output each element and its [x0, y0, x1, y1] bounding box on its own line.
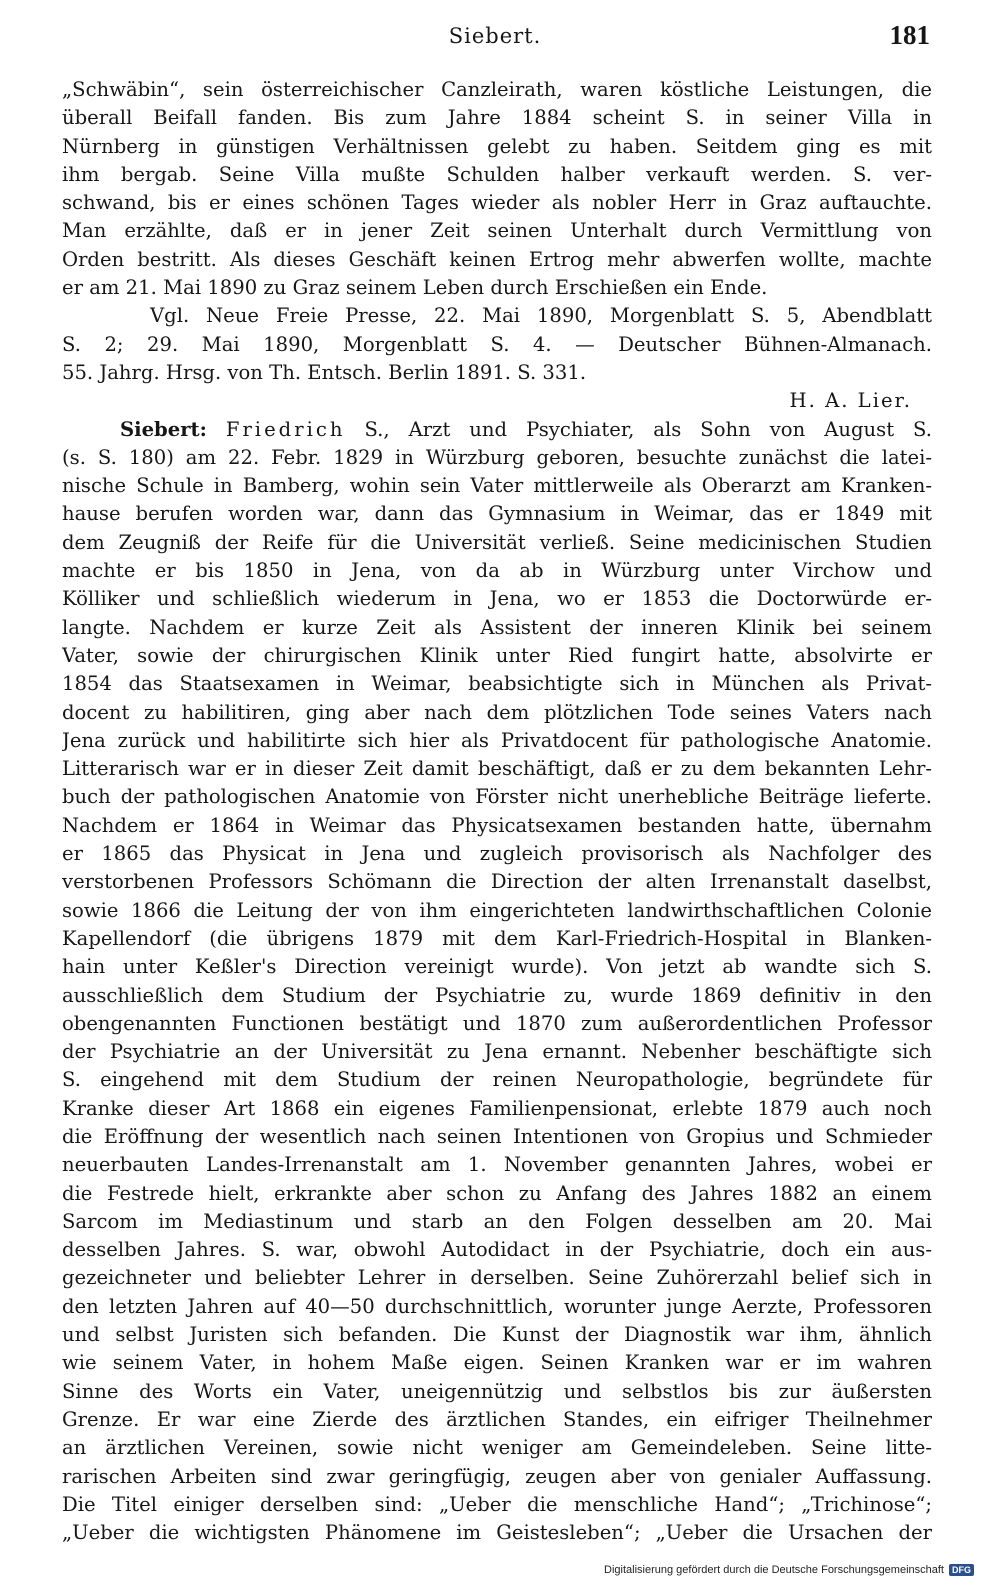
text-line: den letzten Jahren auf 40—50 durchschnittlich, worunter junge Aerzte, Professoren	[62, 1294, 932, 1318]
text-line: „Ueber die wichtigsten Phänomene im Geistesleben“; „Ueber die Ursachen der	[62, 1521, 932, 1545]
text-line: die Eröffnung der wesentlich nach seinen Intentionen von Gropius und Schmieder	[62, 1124, 932, 1148]
text-line: obengenannten Functionen bestätigt und 1870 zum außerordentlichen Professor	[62, 1011, 932, 1035]
text-line: ausschließlich dem Studium der Psychiatrie zu, wurde 1869 definitiv in den	[62, 983, 932, 1007]
text-line: er am 21. Mai 1890 zu Graz seinem Leben durch Erschießen ein Ende.	[62, 276, 768, 300]
text-line: rarischen Arbeiten sind zwar geringfügig, zeugen aber von genialer Auffassung.	[62, 1464, 932, 1488]
running-head-title: Siebert.	[448, 24, 542, 48]
text-line: Grenze. Er war eine Zierde des ärztlichen Standes, ein eifriger Theilnehmer	[62, 1407, 932, 1431]
text-line: wie seinem Vater, in hohem Maße eigen. Seinen Kranken war er im wahren	[62, 1351, 932, 1375]
text-line: er 1865 das Physicat in Jena und zugleich provisorisch als Nachfolger des	[62, 842, 932, 866]
text-line: sowie 1866 die Leitung der von ihm eingerichteten landwirthschaftlichen Colonie	[62, 898, 932, 922]
text-line: „Schwäbin“, sein österreichischer Canzleirath, waren köstliche Leistungen, die	[62, 78, 932, 101]
text-line: Vater, sowie der chirurgischen Klinik unter Ried fungirt hatte, absolvirte er	[62, 643, 932, 667]
text-line: Sarcom im Mediastinum und starb an den Folgen desselben am 20. Mai	[62, 1209, 932, 1233]
text-line: Nachdem er 1864 in Weimar das Physicatsexamen bestanden hatte, übernahm	[62, 813, 932, 837]
text-line: buch der pathologischen Anatomie von Förster nicht unerhebliche Beiträge lieferte.	[62, 785, 932, 809]
text-line: Die Titel einiger derselben sind: „Ueber die menschliche Hand“; „Trichinose“;	[62, 1492, 932, 1516]
text-line: hain unter Keßler's Direction vereinigt wurde). Von jetzt ab wandte sich S.	[62, 955, 932, 979]
text-line: Orden bestritt. Als dieses Geschäft keinen Ertrog mehr abwerfen wollte, machte	[62, 247, 932, 271]
page-number: 181	[889, 20, 930, 50]
entry-headword: Siebert:	[120, 417, 207, 441]
credit-text: Digitalisierung gefördert durch die Deutsche Forschungsgemeinschaft	[604, 1564, 944, 1576]
text-line: Kapellendorf (die übrigens 1879 mit dem Karl-Friedrich-Hospital in Blanken-	[62, 926, 932, 950]
text-line: und selbst Juristen sich befanden. Die Kunst der Diagnostik war ihm, ähnlich	[62, 1323, 932, 1347]
text-line: schwand, bis er eines schönen Tages wieder als nobler Herr in Graz auftauchte.	[62, 191, 932, 215]
text-line: die Festrede hielt, erkrankte aber schon zu Anfang des Jahres 1882 an einem	[62, 1181, 932, 1205]
text-line: dem Zeugniß der Reife für die Universität verließ. Seine medicinischen Studien	[62, 530, 932, 554]
entry-first-line-text: S., Arzt und Psychiater, als Sohn von August S.	[364, 417, 932, 441]
text-line: desselben Jahres. S. war, obwohl Autodidact in der Psychiatrie, doch ein aus-	[62, 1238, 932, 1262]
text-line: überall Beifall fanden. Bis zum Jahre 1884 scheint S. in seiner Villa in	[62, 106, 932, 130]
reference-line: S. 2; 29. Mai 1890, Morgenblatt S. 4. — Deutscher Bühnen-Almanach.	[62, 332, 932, 356]
text-line: gezeichneter und beliebter Lehrer in derselben. Seine Zuhörerzahl belief sich in	[62, 1266, 932, 1290]
text-line: an ärztlichen Vereinen, sowie nicht weniger am Gemeindeleben. Seine litte-	[62, 1436, 932, 1460]
text-line: neuerbauten Landes-Irrenanstalt am 1. November genannten Jahres, wobei er	[62, 1153, 932, 1177]
text-line: 1854 das Staatsexamen in Weimar, beabsichtigte sich in München als Privat-	[62, 672, 932, 696]
entry-name: Friedrich	[225, 417, 346, 441]
body-text	[62, 76, 932, 1547]
dfg-logo: DFG	[949, 1564, 974, 1576]
reference-line: Vgl. Neue Freie Presse, 22. Mai 1890, Morgenblatt S. 5, Abendblatt	[150, 304, 932, 328]
text-line: Litterarisch war er in dieser Zeit damit beschäftigt, daß er zu dem bekannten Lehr-	[62, 757, 932, 781]
text-line: Sinne des Worts ein Vater, uneigennützig und selbstlos bis zur äußersten	[62, 1379, 932, 1403]
text-line: Nürnberg in günstigen Verhältnissen gelebt zu haben. Seitdem ging es mit	[62, 134, 932, 158]
text-line: docent zu habilitiren, ging aber nach dem plötzlichen Tode seines Vaters nach	[62, 700, 932, 724]
entry-first-line	[62, 416, 932, 444]
text-line: Kölliker und schließlich wiederum in Jena, wo er 1853 die Doctorwürde er-	[62, 587, 932, 611]
text-line: machte er bis 1850 in Jena, von da ab in Würzburg unter Virchow und	[62, 559, 932, 583]
text-line: nische Schule in Bamberg, wohin sein Vater mittlerweile als Oberarzt am Kranken-	[62, 474, 932, 498]
running-head	[60, 18, 930, 58]
text-line: langte. Nachdem er kurze Zeit als Assistent der inneren Klinik bei seinem	[62, 615, 932, 639]
text-line: Kranke dieser Art 1868 ein eigenes Familienpensionat, erlebte 1879 auch noch	[62, 1096, 932, 1120]
text-line: hause berufen worden war, dann das Gymnasium in Weimar, das er 1849 mit	[62, 502, 932, 526]
text-line: S. eingehend mit dem Studium der reinen Neuropathologie, begründete für	[62, 1068, 932, 1092]
text-line: der Psychiatrie an der Universität zu Jena ernannt. Nebenher beschäftigte sich	[62, 1040, 932, 1064]
text-line: (s. S. 180) am 22. Febr. 1829 in Würzburg geboren, besuchte zunächst die latei-	[62, 445, 932, 469]
author-signature: H. A. Lier.	[789, 389, 912, 413]
text-line: verstorbenen Professors Schömann die Direction der alten Irrenanstalt daselbst,	[62, 870, 932, 894]
text-line: Man erzählte, daß er in jener Zeit seinen Unterhalt durch Vermittlung von	[62, 219, 932, 243]
digitization-credit	[604, 1562, 974, 1578]
text-line: ihm bergab. Seine Villa mußte Schulden halber verkauft werden. S. ver-	[62, 162, 932, 186]
text-line: Jena zurück und habilitirte sich hier als Privatdocent für pathologische Anatomie.	[62, 728, 932, 752]
reference-line: 55. Jahrg. Hrsg. von Th. Entsch. Berlin 1891. S. 331.	[62, 360, 587, 384]
